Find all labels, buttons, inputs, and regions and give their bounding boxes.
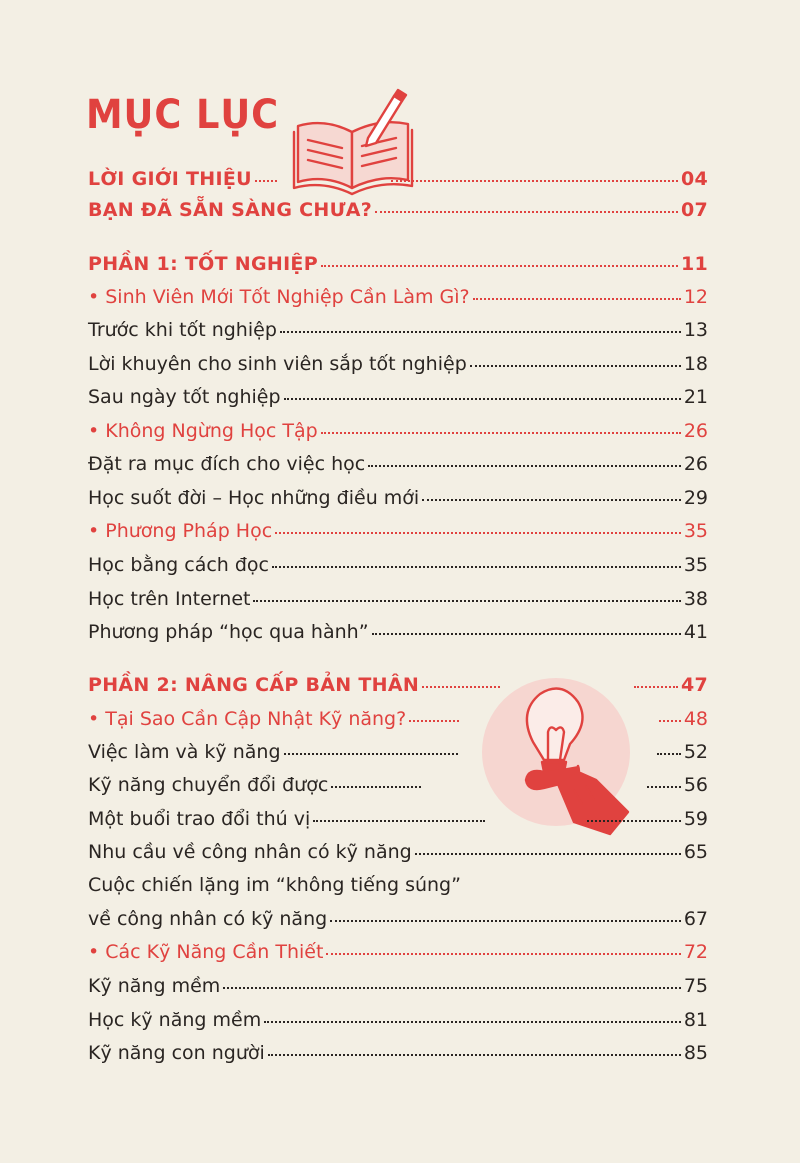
- toc-entry-label: Sau ngày tốt nghiệp: [88, 386, 281, 408]
- toc-entry-page: 29: [683, 487, 708, 509]
- dot-leader: [272, 566, 681, 568]
- toc-entry[interactable]: [88, 1042, 708, 1064]
- toc-entry-label: Kỹ năng mềm: [88, 975, 221, 997]
- toc-entry-page: 72: [683, 941, 708, 963]
- toc-entry[interactable]: [88, 453, 708, 475]
- dot-leader: [372, 633, 681, 635]
- toc-entry-page: 38: [683, 588, 708, 610]
- toc-entry-label: Học bằng cách đọc: [88, 554, 269, 576]
- toc-entry-label: Kỹ năng chuyển đổi được: [88, 774, 329, 796]
- toc-entry[interactable]: [88, 621, 708, 643]
- toc-entry-label: Nhu cầu về công nhân có kỹ năng: [88, 841, 412, 863]
- dot-leader: [280, 331, 681, 333]
- toc-entry[interactable]: [88, 168, 708, 190]
- toc-entry[interactable]: [88, 487, 708, 509]
- dot-leader: [268, 1054, 681, 1056]
- toc-entry[interactable]: [88, 253, 708, 275]
- toc-entry-page: 35: [683, 554, 708, 576]
- toc-entry-label: Học trên Internet: [88, 588, 251, 610]
- dot-leader: [255, 180, 277, 182]
- dot-leader: [634, 686, 678, 688]
- toc-entry-page: 12: [683, 286, 708, 308]
- toc-entry-page: 65: [683, 841, 708, 863]
- toc-entry[interactable]: [88, 1009, 708, 1031]
- dot-leader: [284, 398, 681, 400]
- toc-entry-page: 56: [683, 774, 708, 796]
- toc-entry-page: 85: [683, 1042, 708, 1064]
- dot-leader: [321, 432, 681, 434]
- toc-entry-label: Học suốt đời – Học những điều mới: [88, 487, 420, 509]
- dot-leader: [253, 600, 680, 602]
- dot-leader: [375, 211, 678, 213]
- toc-entry-label: về công nhân có kỹ năng: [88, 908, 328, 930]
- toc-entry-page: 04: [680, 168, 708, 190]
- dot-leader: [275, 532, 681, 534]
- toc-entry-page: 26: [683, 420, 708, 442]
- toc-entry-label: Cuộc chiến lặng im “không tiếng súng”: [88, 874, 461, 896]
- dot-leader: [284, 753, 458, 755]
- toc-entry-continued[interactable]: [88, 874, 708, 896]
- toc-entry[interactable]: [88, 841, 708, 863]
- toc-entry-label: • Không Ngừng Học Tập: [88, 420, 318, 442]
- toc-entry[interactable]: [88, 588, 708, 610]
- toc-entry-label: Việc làm và kỹ năng: [88, 741, 281, 763]
- page-title: MỤC LỤC: [86, 92, 280, 138]
- toc-entry[interactable]: [88, 353, 708, 375]
- toc-entry[interactable]: [88, 420, 708, 442]
- dot-leader: [331, 786, 421, 788]
- toc-entry[interactable]: [88, 199, 708, 221]
- dot-leader: [657, 753, 681, 755]
- toc-entry-page: 07: [680, 199, 708, 221]
- dot-leader: [391, 180, 678, 182]
- toc-entry-page: 11: [680, 253, 708, 275]
- toc-entry-page: 75: [683, 975, 708, 997]
- toc-entry[interactable]: [88, 941, 708, 963]
- toc-entry-label: Một buổi trao đổi thú vị: [88, 808, 311, 830]
- dot-leader: [422, 499, 681, 501]
- dot-leader: [326, 953, 680, 955]
- toc-entry-label: • Sinh Viên Mới Tốt Nghiệp Cần Làm Gì?: [88, 286, 470, 308]
- toc-entry-page: 35: [683, 520, 708, 542]
- toc-entry[interactable]: [88, 386, 708, 408]
- toc-entry[interactable]: [88, 741, 708, 763]
- toc-entry-label: Học kỹ năng mềm: [88, 1009, 262, 1031]
- toc-entry-page: 26: [683, 453, 708, 475]
- toc-entry-label: • Tại Sao Cần Cập Nhật Kỹ năng?: [88, 708, 407, 730]
- toc-entry-label: • Phương Pháp Học: [88, 520, 273, 542]
- toc-entry-label: Kỹ năng con người: [88, 1042, 265, 1064]
- toc-entry-label: LỜI GIỚI THIỆU: [88, 168, 252, 190]
- toc-entry[interactable]: [88, 908, 708, 930]
- toc-entry-page: 81: [683, 1009, 708, 1031]
- toc-entry-page: 41: [683, 621, 708, 643]
- dot-leader: [473, 298, 681, 300]
- dot-leader: [223, 987, 681, 989]
- dot-leader: [321, 265, 678, 267]
- toc-entry-page: 21: [683, 386, 708, 408]
- dot-leader: [659, 720, 681, 722]
- toc-entry-page: 48: [683, 708, 708, 730]
- toc-entry[interactable]: [88, 520, 708, 542]
- toc-entry[interactable]: [88, 975, 708, 997]
- toc-entry-label: BẠN ĐÃ SẴN SÀNG CHƯA?: [88, 199, 373, 221]
- toc-entry-page: 67: [683, 908, 708, 930]
- toc-entry[interactable]: [88, 554, 708, 576]
- toc-entry-label: Phương pháp “học qua hành”: [88, 621, 369, 643]
- toc-entry-label: • Các Kỹ Năng Cần Thiết: [88, 941, 324, 963]
- toc-entry-label: Lời khuyên cho sinh viên sắp tốt nghiệp: [88, 353, 467, 375]
- dot-leader: [470, 365, 681, 367]
- dot-leader: [330, 920, 681, 922]
- toc-entry[interactable]: [88, 774, 708, 796]
- toc-entry[interactable]: [88, 286, 708, 308]
- dot-leader: [409, 720, 459, 722]
- toc-entry[interactable]: [88, 319, 708, 341]
- dot-leader: [313, 820, 485, 822]
- toc-entry-label: PHẦN 1: TỐT NGHIỆP: [88, 253, 318, 275]
- toc-entry-page: 47: [680, 674, 708, 696]
- toc-entry-label: Trước khi tốt nghiệp: [88, 319, 277, 341]
- dot-leader: [368, 465, 681, 467]
- dot-leader: [415, 853, 681, 855]
- dot-leader: [422, 686, 500, 688]
- toc-entry[interactable]: [88, 674, 708, 696]
- toc-entry-page: 13: [683, 319, 708, 341]
- dot-leader: [587, 820, 681, 822]
- dot-leader: [264, 1021, 681, 1023]
- toc-entry[interactable]: [88, 808, 708, 830]
- toc-entry-label: PHẦN 2: NÂNG CẤP BẢN THÂN: [88, 674, 420, 696]
- toc-entry-page: 18: [683, 353, 708, 375]
- toc-entry-page: 59: [683, 808, 708, 830]
- dot-leader: [647, 786, 681, 788]
- toc-entry-label: Đặt ra mục đích cho việc học: [88, 453, 366, 475]
- toc-entry-page: 52: [683, 741, 708, 763]
- toc-entry[interactable]: [88, 708, 708, 730]
